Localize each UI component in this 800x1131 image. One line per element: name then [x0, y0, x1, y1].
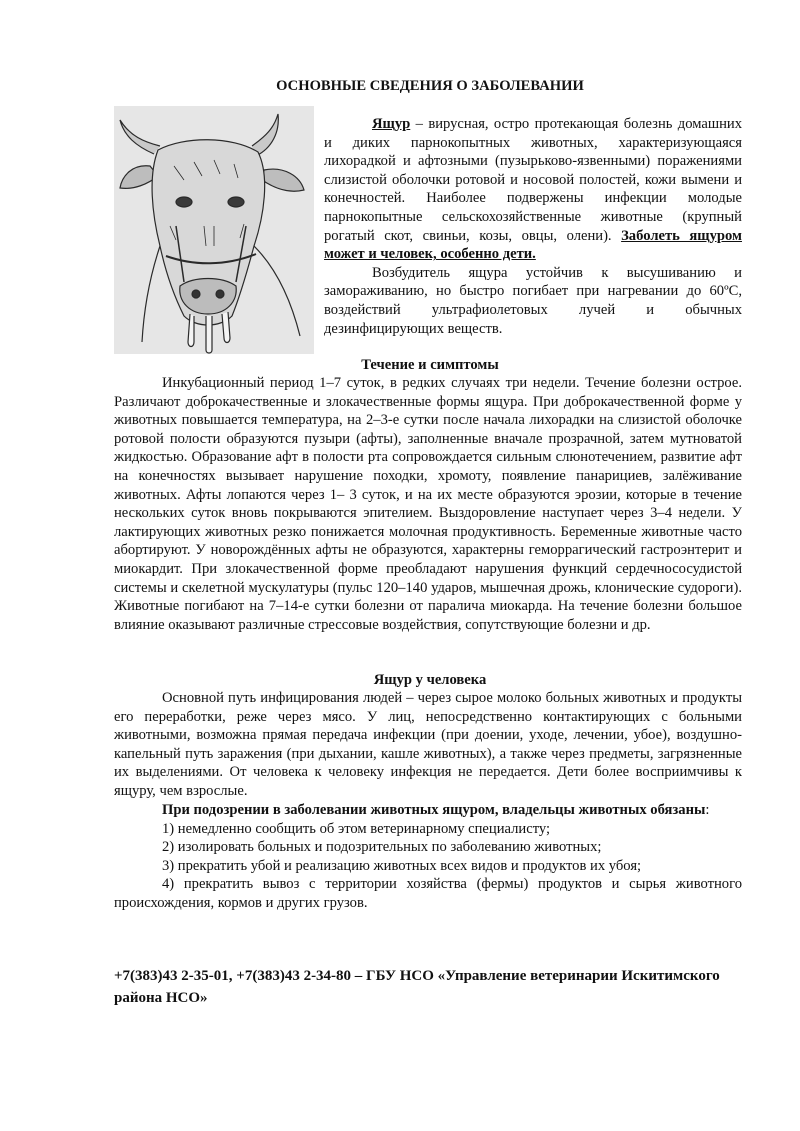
course-heading: Течение и симптомы	[361, 357, 499, 373]
cow-head-illustration	[114, 106, 314, 354]
course-section	[114, 374, 742, 634]
disease-definition: – вирусная, остро протекающая болезнь домашних и диких парнокопытных животных, характеризующаяся лихорадкой и афтозными (пузырьково-язвенными) поражениями слизистой оболочки ротовой и носовой полостей, кожи вымени и конечностей. Наиболее подвержены инфекции молодые парнокопытные сельскохозяйственные животные (крупный рогатый скот, свиньи, козы, овцы, олени).	[324, 116, 742, 244]
intro-definition-paragraph	[324, 115, 742, 264]
intro-section	[324, 115, 742, 338]
obligations-lead	[114, 801, 742, 820]
page-title: ОСНОВНЫЕ СВЕДЕНИЯ О ЗАБОЛЕВАНИИ	[276, 78, 584, 94]
obligation-item-1: 1) немедленно сообщить об этом ветеринарному специалисту;	[162, 820, 551, 837]
human-paragraph: Основной путь инфицирования людей – через сырое молоко больных животных и продукты его переработки, реже через мясо. У лиц, непосредственно контактирующих с больными животными, возможна прямая передача инфекции (при доении, уходе, лечении, убое), воздушно-капельный путь заражения (при дыхании, кашле животных), а также через предметы, загрязненные их выделениями. От человека к человеку инфекция не передается. Дети более восприимчивы к ящуру, чем взрослые.	[114, 690, 742, 799]
human-heading: Ящур у человека	[373, 672, 487, 688]
cow-head-icon	[114, 106, 314, 354]
obligations-lead-text: При подозрении в заболевании животных ящуром, владельцы животных обязаны	[162, 802, 706, 818]
obligation-item-4: 4) прекратить вывоз с территории хозяйства (фермы) продуктов и сырья животного происхождения, кормов и других грузов.	[114, 876, 742, 911]
course-paragraph: Инкубационный период 1–7 суток, в редких случаях три недели. Течение болезни острое. Различают доброкачественные и злокачественные формы ящура. При доброкачественной форме у животных повышается температура, на 2–3-е сутки после начала лихорадки на слизистой оболочке ротовой полости образуются пузыри (афты), заполненные вначале прозрачной, затем мутноватой жидкостью. Образование афт в полости рта сопровождается сильным слюнотечением, развитие афт на конечностях вызывает нарушение походки, хромоту, появление панарициев, залёживание животных. Афты лопаются через 1– 3 суток, и на их месте образуются эрозии, которые в течение нескольких суток вновь покрываются эпителием. Выздоровление наступает через 3–4 недели. У лактирующих животных резко понижается молочная продуктивность. Беременные животные часто абортируют. У новорождённых афты не образуются, характерны геморрагический гастроэнтерит и миокардит. При злокачественной форме преобладают нарушения функций сердечнососудистой системы и скелетной мускулатуры (пульс 120–140 ударов, мышечная дрожь, клонические судороги). Животные погибают на 7–14-е сутки болезни от паралича миокарда. На течение болезни большое влияние оказывают различные стрессовые воздействия, сопутствующие болезни и др.	[114, 375, 742, 633]
human-section	[114, 689, 742, 801]
obligation-item-2: 2) изолировать больных и подозрительных по заболеванию животных;	[162, 839, 602, 856]
human-risk-warning: Заболеть ящуром может и человек, особенно дети.	[324, 227, 742, 263]
contact-info: +7(383)43 2-35-01, +7(383)43 2-34-80 – ГБУ НСО «Управление ветеринарии Искитимского района НСО»	[114, 968, 720, 1006]
pathogen-resistance-paragraph: Возбудитель ящура устойчив к высушиванию и замораживанию, но быстро погибает при нагревании до 60ºС, воздействий ультрафиолетовых лучей и обычных дезинфицирующих веществ.	[324, 264, 742, 337]
obligations-section	[114, 801, 742, 913]
disease-term: Ящур	[372, 116, 411, 132]
obligation-item-3: 3) прекратить убой и реализацию животных всех видов и продуктов их убоя;	[162, 857, 642, 874]
obligations-colon: :	[705, 802, 710, 818]
